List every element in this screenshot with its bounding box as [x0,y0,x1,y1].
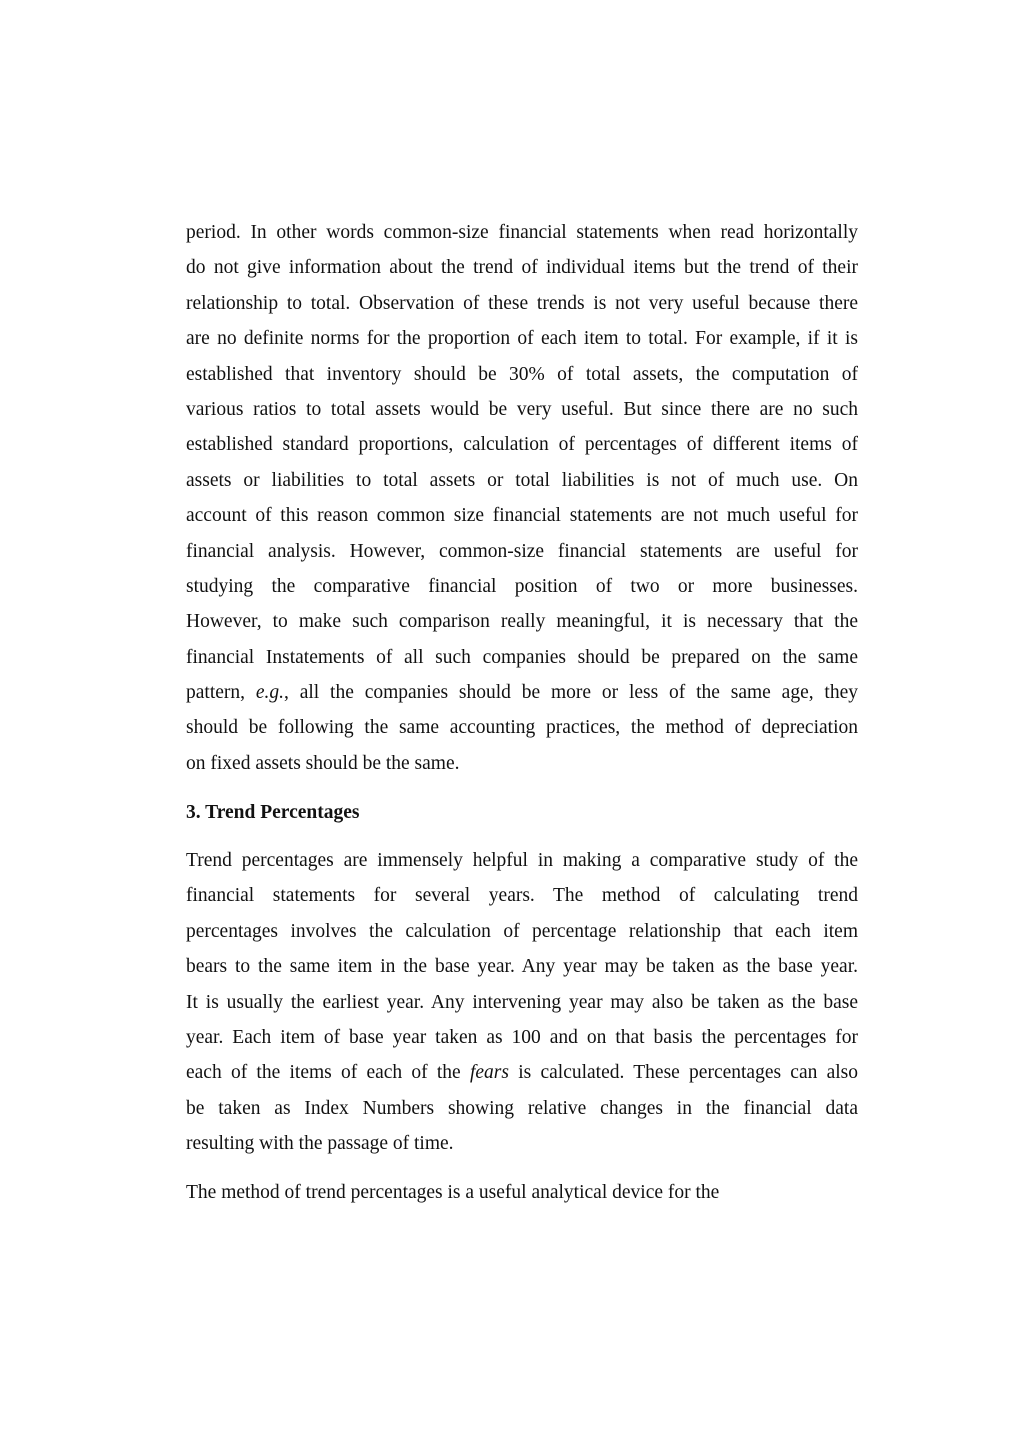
text-line: year. Each item of base year taken as 100 and on that basis the percentages for [186,1026,858,1048]
text-span: , all the companies should be more or less of the same age, they [284,682,858,704]
text-line: assets or liabilities to total assets or total liabilities is not of much use. On [186,469,858,491]
text-span: pattern, [186,682,246,704]
text-line: financial statements for several years. The method of calculating trend [186,885,858,907]
text-line: bears to the same item in the base year. Any year may be taken as the base year. [186,956,858,978]
text-line: on fixed assets should be the same. [186,752,460,774]
paragraph-trend-percentages [186,843,858,1162]
italic-word: fears [469,1062,509,1084]
text-line: established that inventory should be 30% of total assets, the computation of [186,363,858,385]
text-line: It is usually the earliest year. Any intervening year may also be taken as the base [186,991,858,1013]
text-line: financial analysis. However, common-size financial statements are useful for [186,540,858,562]
text-line: Trend percentages are immensely helpful in making a comparative study of the [186,850,858,871]
text-line: relationship to total. Observation of these trends is not very useful because there [186,292,858,314]
text-line: studying the comparative financial position of two or more businesses. [186,575,858,597]
text-line: various ratios to total assets would be very useful. But since there are no such [186,398,858,420]
text-line: be taken as Index Numbers showing relative changes in the financial data [186,1097,858,1119]
section-heading: 3. Trend Percentages [186,802,360,823]
text-line: do not give information about the trend of individual items but the trend of their [186,257,858,279]
italic-abbreviation: e.g. [255,682,285,704]
text-line: should be following the same accounting practices, the method of depreciation [186,717,858,739]
paragraph-trend-method: The method of trend percentages is a useful analytical device for the [186,1182,720,1203]
text-line: are no definite norms for the proportion of each item to total. For example, if it is [186,328,858,350]
text-line: established standard proportions, calculation of percentages of different items of [186,434,858,456]
text-line-with-italic [186,1055,858,1090]
text-span: each of the items of each of the [186,1062,461,1084]
text-line-with-italic [186,675,858,710]
text-line: percentages involves the calculation of percentage relationship that each item [186,920,858,942]
text-line: resulting with the passage of time. [186,1133,454,1155]
text-line: However, to make such comparison really meaningful, it is necessary that the [186,611,858,633]
paragraph-common-size-limitations [186,215,858,781]
text-line: account of this reason common size financial statements are not much useful for [186,505,858,527]
text-line: period. In other words common-size financial statements when read horizontally [186,222,858,243]
text-line: financial Instatements of all such companies should be prepared on the same [186,646,858,668]
text-span: is calculated. These percentages can also [518,1062,859,1084]
